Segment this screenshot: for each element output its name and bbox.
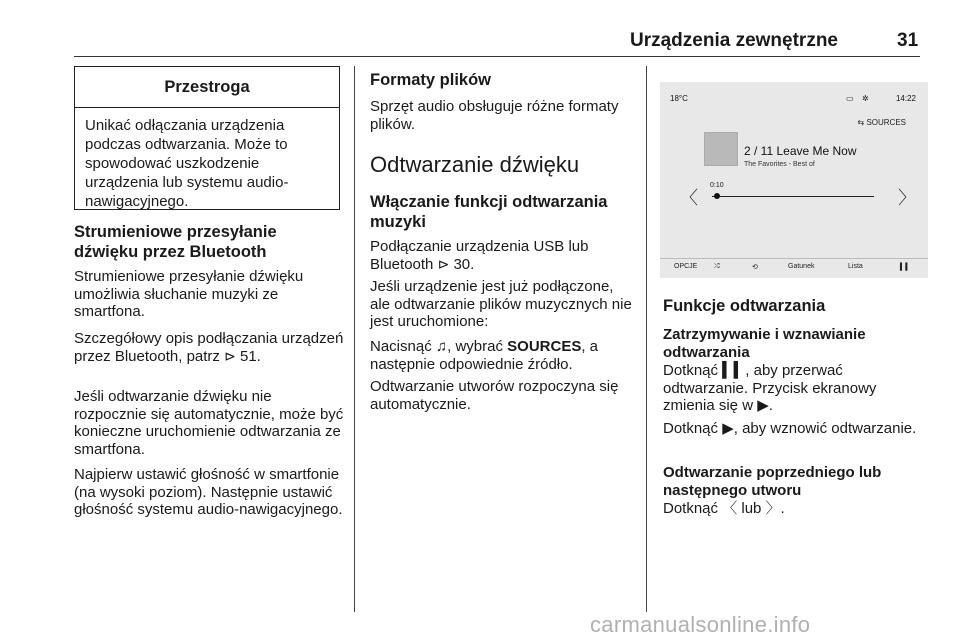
section-title: Odtwarzanie dźwięku (370, 152, 580, 177)
paragraph: Nacisnąć ♫, wybrać SOURCES, a następnie odpowiednie źródło. (370, 338, 599, 373)
bluetooth-heading: Strumieniowe przesyłanie dźwięku przez Bluetooth (74, 223, 277, 261)
previous-track-icon[interactable]: 〈 (680, 188, 698, 208)
paragraph: Strumieniowe przesyłanie dźwięku umożliwia słuchanie muzyki ze smartfona. (74, 268, 304, 320)
audio-screen-image (660, 82, 928, 278)
paragraph: Najpierw ustawić głośność w smartfonie (na wysoki poziom). Następnie ustawić głośność systemu audio-nawigacyjnego. (74, 466, 343, 518)
column-divider (646, 66, 647, 612)
paragraph: Szczegółowy opis podłączania urządzeń przez Bluetooth, patrz ⊳ 51. (74, 330, 344, 365)
list-button[interactable]: Lista (848, 263, 863, 270)
pause-resume-heading: Zatrzymywanie i wznawianie odtwarzania (663, 326, 866, 361)
shuffle-icon[interactable]: ⤮ (714, 263, 720, 270)
paragraph: Odtwarzanie utworów rozpoczyna się automatycznie. (370, 378, 619, 413)
sources-button[interactable]: ⇆ SOURCES (857, 118, 906, 127)
usb-icon: ⇆ (857, 118, 867, 127)
warning-box (74, 66, 340, 210)
album-name: The Favorites - Best of (744, 161, 815, 168)
status-bar (660, 94, 928, 108)
pause-icon[interactable]: ▍▍ (900, 264, 911, 271)
phone-icon: ▭ (846, 94, 854, 103)
paragraph: Jeśli urządzenie jest już podłączone, ale odtwarzanie plików muzycznych nie jest uruchomione: (370, 278, 632, 330)
progress-bar[interactable] (712, 196, 874, 197)
functions-heading: Funkcje odtwarzania (663, 297, 826, 315)
next-track-icon[interactable]: 〉 (898, 188, 916, 208)
clock: 14:22 (895, 94, 916, 103)
temperature: 18°C (670, 94, 688, 103)
bottom-bar (660, 258, 928, 271)
formats-heading: Formaty plików (370, 71, 492, 89)
paragraph: Dotknąć ▶, aby wznowić odtwarzanie. (663, 420, 917, 437)
warning-title: Przestroga (75, 67, 339, 108)
prev-next-heading: Odtwarzanie poprzedniego lub następnego utworu (663, 464, 882, 499)
warning-body: Unikać odłączania urządzenia podczas odtwarzania. Może to spowodować uszkodzenie urządzenia lub systemu audio-nawigacyjnego. (85, 117, 289, 210)
repeat-icon[interactable]: ⟲ (752, 264, 758, 271)
elapsed-time: 0:10 (710, 182, 724, 189)
watermark: carmanualsonline.info (590, 612, 811, 637)
options-button[interactable]: OPCJE (674, 263, 698, 270)
start-heading: Włączanie funkcji odtwarzania muzyki (370, 193, 608, 231)
track-title: 2 / 11 Leave Me Now (744, 144, 857, 158)
paragraph: Dotknąć 〈 lub 〉. (663, 500, 785, 517)
progress-knob[interactable] (714, 193, 720, 199)
header-rule (74, 56, 920, 57)
paragraph: Jeśli odtwarzanie dźwięku nie rozpocznie się automatycznie, może być konieczne uruchomienie odtwarzania ze smartfona. (74, 388, 344, 458)
paragraph: Sprzęt audio obsługuje różne formaty plików. (370, 98, 619, 133)
paragraph: Dotknąć ▍▍, aby przerwać odtwarzanie. Przycisk ekranowy zmienia się w ▶. (663, 362, 877, 414)
page-number: 31 (897, 30, 919, 51)
album-art (704, 132, 738, 166)
paragraph: Podłączanie urządzenia USB lub Bluetooth ⊳ 30. (370, 238, 589, 273)
page-header-title: Urządzenia zewnętrzne (630, 30, 838, 51)
music-note-icon: ♫ (435, 338, 448, 355)
column-divider (354, 66, 355, 612)
genre-button[interactable]: Gatunek (788, 263, 815, 270)
settings-icon: ✲ (862, 94, 869, 103)
reference-arrow-icon: ⊳ (437, 255, 450, 272)
reference-arrow-icon: ⊳ (224, 347, 236, 364)
